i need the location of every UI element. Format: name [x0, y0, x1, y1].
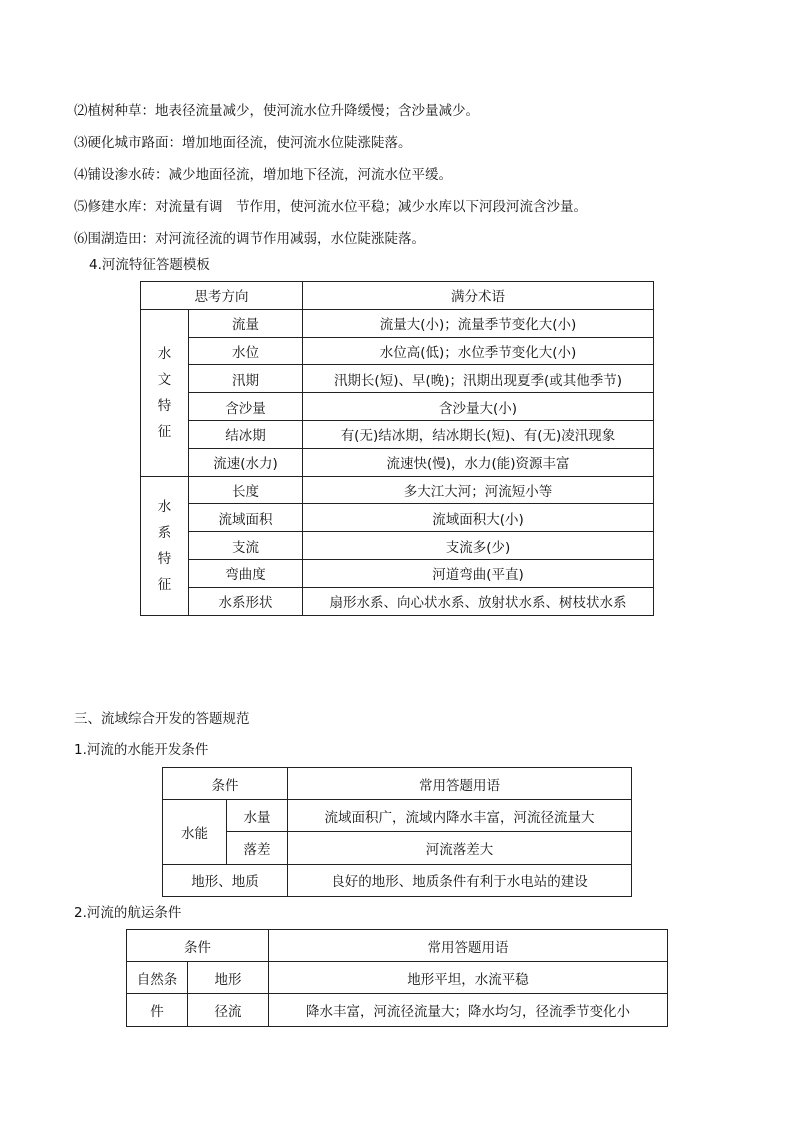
- answer-cell: 汛期长(短)、早(晚)；汛期出现夏季(或其他季节): [303, 365, 654, 393]
- answer-cell: 河流落差大: [288, 832, 632, 864]
- group-label-water-system: 水 系 特 征: [141, 476, 189, 615]
- group-label-natural-conditions: 自然条: [127, 962, 188, 994]
- table-header-cell: 常用答题用语: [288, 768, 632, 800]
- answer-cell: 多大江大河；河流短小等: [303, 476, 654, 504]
- heading-navigation-conditions: 2.河流的航运条件: [74, 905, 182, 921]
- table-header-row: [127, 930, 668, 962]
- item-cell: 地形: [188, 962, 269, 994]
- answer-cell: 流域面积大(小): [303, 504, 654, 532]
- table-row: [127, 962, 668, 994]
- paragraph-line-3: ⑶硬化城市路面：增加地面径流，使河流水位陡涨陡落。: [74, 135, 412, 151]
- item-cell: 水位: [189, 337, 303, 365]
- table-row: [141, 532, 654, 560]
- heading-river-features-template: 4.河流特征答题模板: [89, 257, 210, 273]
- group-label-natural-conditions-cont: 件: [127, 994, 188, 1026]
- item-cell: 落差: [227, 832, 288, 864]
- item-cell: 长度: [189, 476, 303, 504]
- table-header-row: [141, 282, 654, 310]
- answer-cell: 扇形水系、向心状水系、放射状水系、树枝状水系: [303, 587, 654, 615]
- answer-cell: 流速快(慢)，水力(能)资源丰富: [303, 448, 654, 476]
- section-title-basin-development: 三、流域综合开发的答题规范: [74, 711, 250, 727]
- item-cell: 径流: [188, 994, 269, 1026]
- table-row: [141, 587, 654, 615]
- paragraph-line-4: ⑷铺设渗水砖：减少地面径流，增加地下径流，河流水位平缓。: [74, 167, 452, 183]
- table-header-cell: 常用答题用语: [269, 930, 668, 962]
- answer-cell: 支流多(少): [303, 532, 654, 560]
- table-row: [141, 448, 654, 476]
- hydropower-table: [162, 767, 632, 897]
- heading-hydropower-conditions: 1.河流的水能开发条件: [74, 742, 209, 758]
- navigation-table: [126, 929, 668, 1027]
- answer-cell: 良好的地形、地质条件有利于水电站的建设: [288, 864, 632, 896]
- river-features-table: [140, 281, 654, 616]
- answer-cell: 流域面积广，流域内降水丰富，河流径流量大: [288, 800, 632, 832]
- table-header-cell: 满分术语: [303, 282, 654, 310]
- item-cell: 地形、地质: [163, 864, 288, 896]
- item-cell: 汛期: [189, 365, 303, 393]
- table-row: [141, 337, 654, 365]
- answer-cell: 流量大(小)；流量季节变化大(小): [303, 309, 654, 337]
- item-cell: 含沙量: [189, 393, 303, 421]
- item-cell: 流域面积: [189, 504, 303, 532]
- table-header-row: [163, 768, 632, 800]
- table-row: [163, 800, 632, 832]
- item-cell: 结冰期: [189, 420, 303, 448]
- answer-cell: 河道弯曲(平直): [303, 559, 654, 587]
- table-row: [127, 994, 668, 1026]
- table-row: [141, 476, 654, 504]
- answer-cell: 降水丰富，河流径流量大；降水均匀，径流季节变化小: [269, 994, 668, 1026]
- group-label-hydrology: 水 文 特 征: [141, 309, 189, 476]
- item-cell: 支流: [189, 532, 303, 560]
- table-row: [141, 504, 654, 532]
- item-cell: 流速(水力): [189, 448, 303, 476]
- table-header-cell: 条件: [127, 930, 269, 962]
- paragraph-line-5: ⑸修建水库：对流量有调 节作用，使河流水位平稳；减少水库以下河段河流含沙量。: [74, 199, 587, 215]
- item-cell: 水量: [227, 800, 288, 832]
- answer-cell: 水位高(低)；水位季节变化大(小): [303, 337, 654, 365]
- item-cell: 流量: [189, 309, 303, 337]
- item-cell: 弯曲度: [189, 559, 303, 587]
- table-row: [141, 393, 654, 421]
- table-row: [141, 420, 654, 448]
- answer-cell: 含沙量大(小): [303, 393, 654, 421]
- table-header-cell: 思考方向: [141, 282, 303, 310]
- table-row: [163, 832, 632, 864]
- table-row: [141, 559, 654, 587]
- answer-cell: 有(无)结冰期，结冰期长(短)、有(无)凌汛现象: [303, 420, 654, 448]
- paragraph-line-2: ⑵植树种草：地表径流量减少，使河流水位升降缓慢；含沙量减少。: [74, 103, 479, 119]
- answer-cell: 地形平坦，水流平稳: [269, 962, 668, 994]
- table-row: [163, 864, 632, 896]
- group-label-hydropower: 水能: [163, 800, 227, 864]
- table-row: [141, 309, 654, 337]
- item-cell: 水系形状: [189, 587, 303, 615]
- paragraph-line-6: ⑹围湖造田：对河流径流的调节作用减弱，水位陡涨陡落。: [74, 231, 425, 247]
- table-row: [141, 365, 654, 393]
- table-header-cell: 条件: [163, 768, 288, 800]
